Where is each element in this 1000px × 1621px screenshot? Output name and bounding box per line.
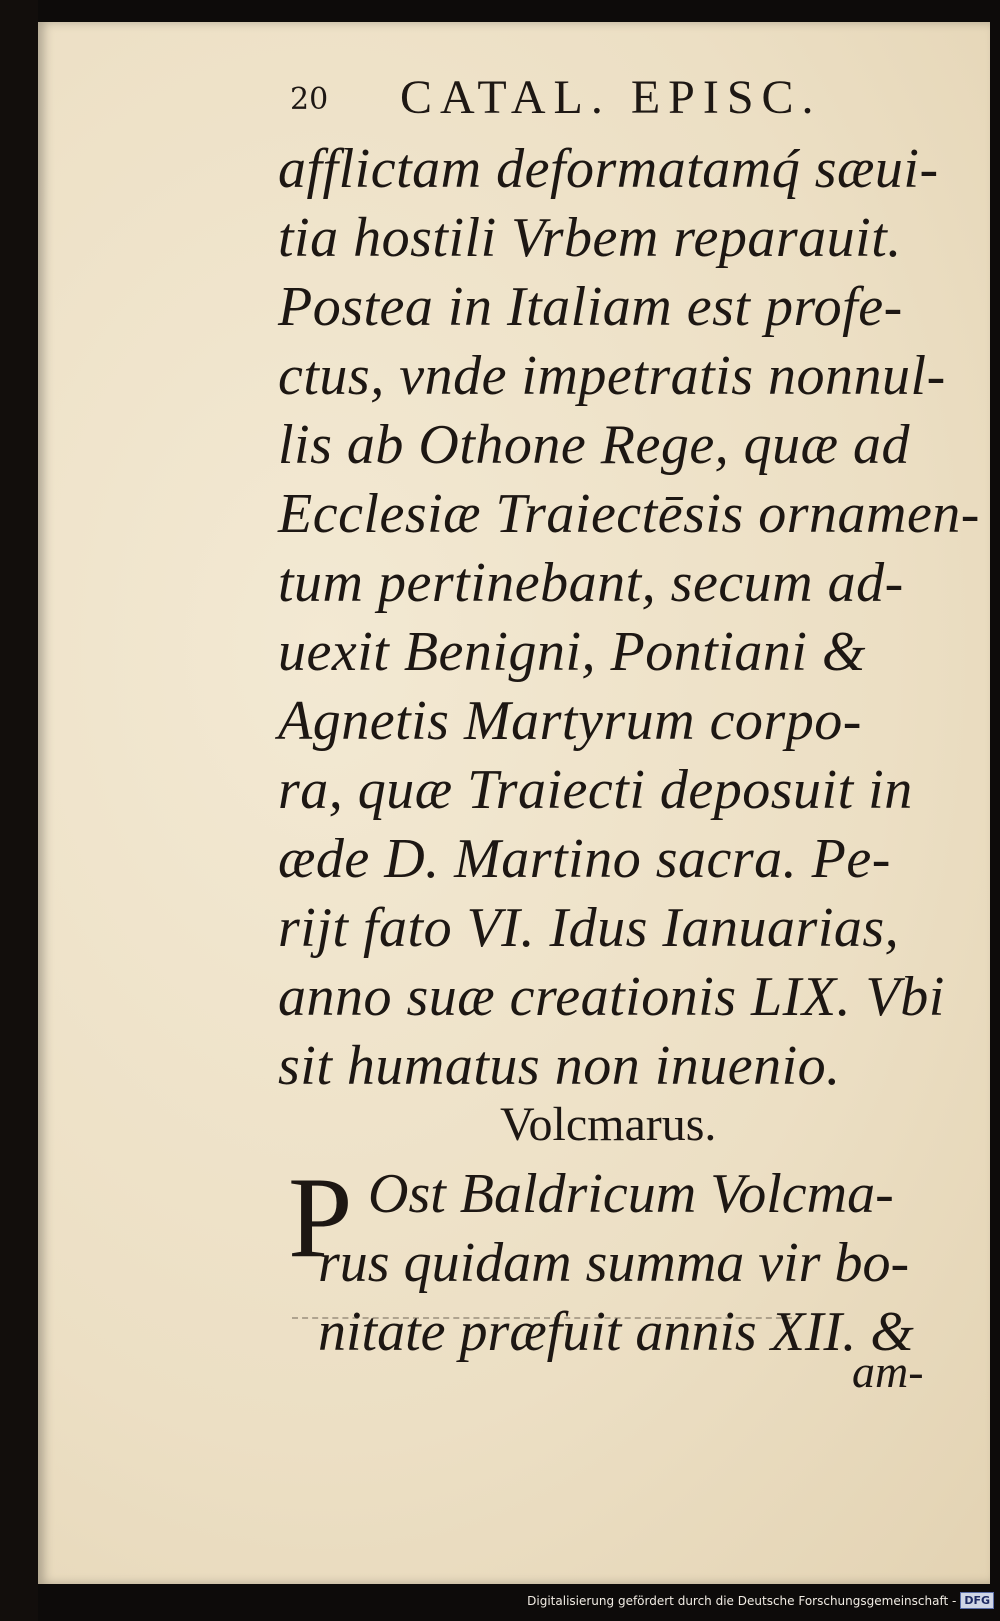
running-head: CATAL. EPISC. — [400, 71, 822, 124]
text-line: afflictam deformatamq́ sæui- — [278, 138, 939, 200]
body-text — [278, 135, 978, 1101]
text-line: rijt fato VI. Idus Ianuarias, — [278, 897, 900, 959]
footer-text: Digitalisierung gefördert durch die Deutsche Forschungsgemeinschaft - — [527, 1593, 957, 1608]
text-line: uexit Benigni, Pontiani & — [278, 621, 866, 683]
text-line: Ost Baldricum Volcma- — [368, 1163, 894, 1225]
page-header — [290, 70, 850, 130]
text-line: Ecclesiæ Traiectēsis ornamen- — [278, 483, 980, 545]
dfg-logo: DFG — [960, 1592, 994, 1609]
book-spine — [0, 0, 38, 1621]
text-line: anno suæ creationis LIX. Vbi — [278, 966, 945, 1028]
text-line: æde D. Martino sacra. Pe- — [278, 828, 891, 890]
text-line: sit humatus non inuenio. — [278, 1035, 841, 1097]
text-line: ra, quæ Traiecti deposuit in — [278, 759, 913, 821]
text-line: tia hostili Vrbem reparauit. — [278, 207, 902, 269]
catchword: am- — [852, 1346, 924, 1397]
text-line: nitate præfuit annis XII. & — [318, 1301, 914, 1363]
text-line: ctus, vnde impetratis nonnul- — [278, 345, 946, 407]
text-line: lis ab Othone Rege, quæ ad — [278, 414, 911, 476]
section-body — [288, 1154, 978, 1367]
text-line: rus quidam summa vir bo- — [318, 1232, 910, 1294]
drop-capital: P — [288, 1154, 353, 1282]
section-heading: Volcmarus. — [500, 1098, 717, 1151]
digitization-footer — [527, 1592, 994, 1609]
page-number: 20 — [290, 82, 329, 117]
bleed-through-rule — [292, 1317, 792, 1319]
text-line: tum pertinebant, secum ad- — [278, 552, 904, 614]
text-line: Postea in Italiam est profe- — [278, 276, 903, 338]
text-line: Agnetis Martyrum corpo- — [278, 690, 862, 752]
